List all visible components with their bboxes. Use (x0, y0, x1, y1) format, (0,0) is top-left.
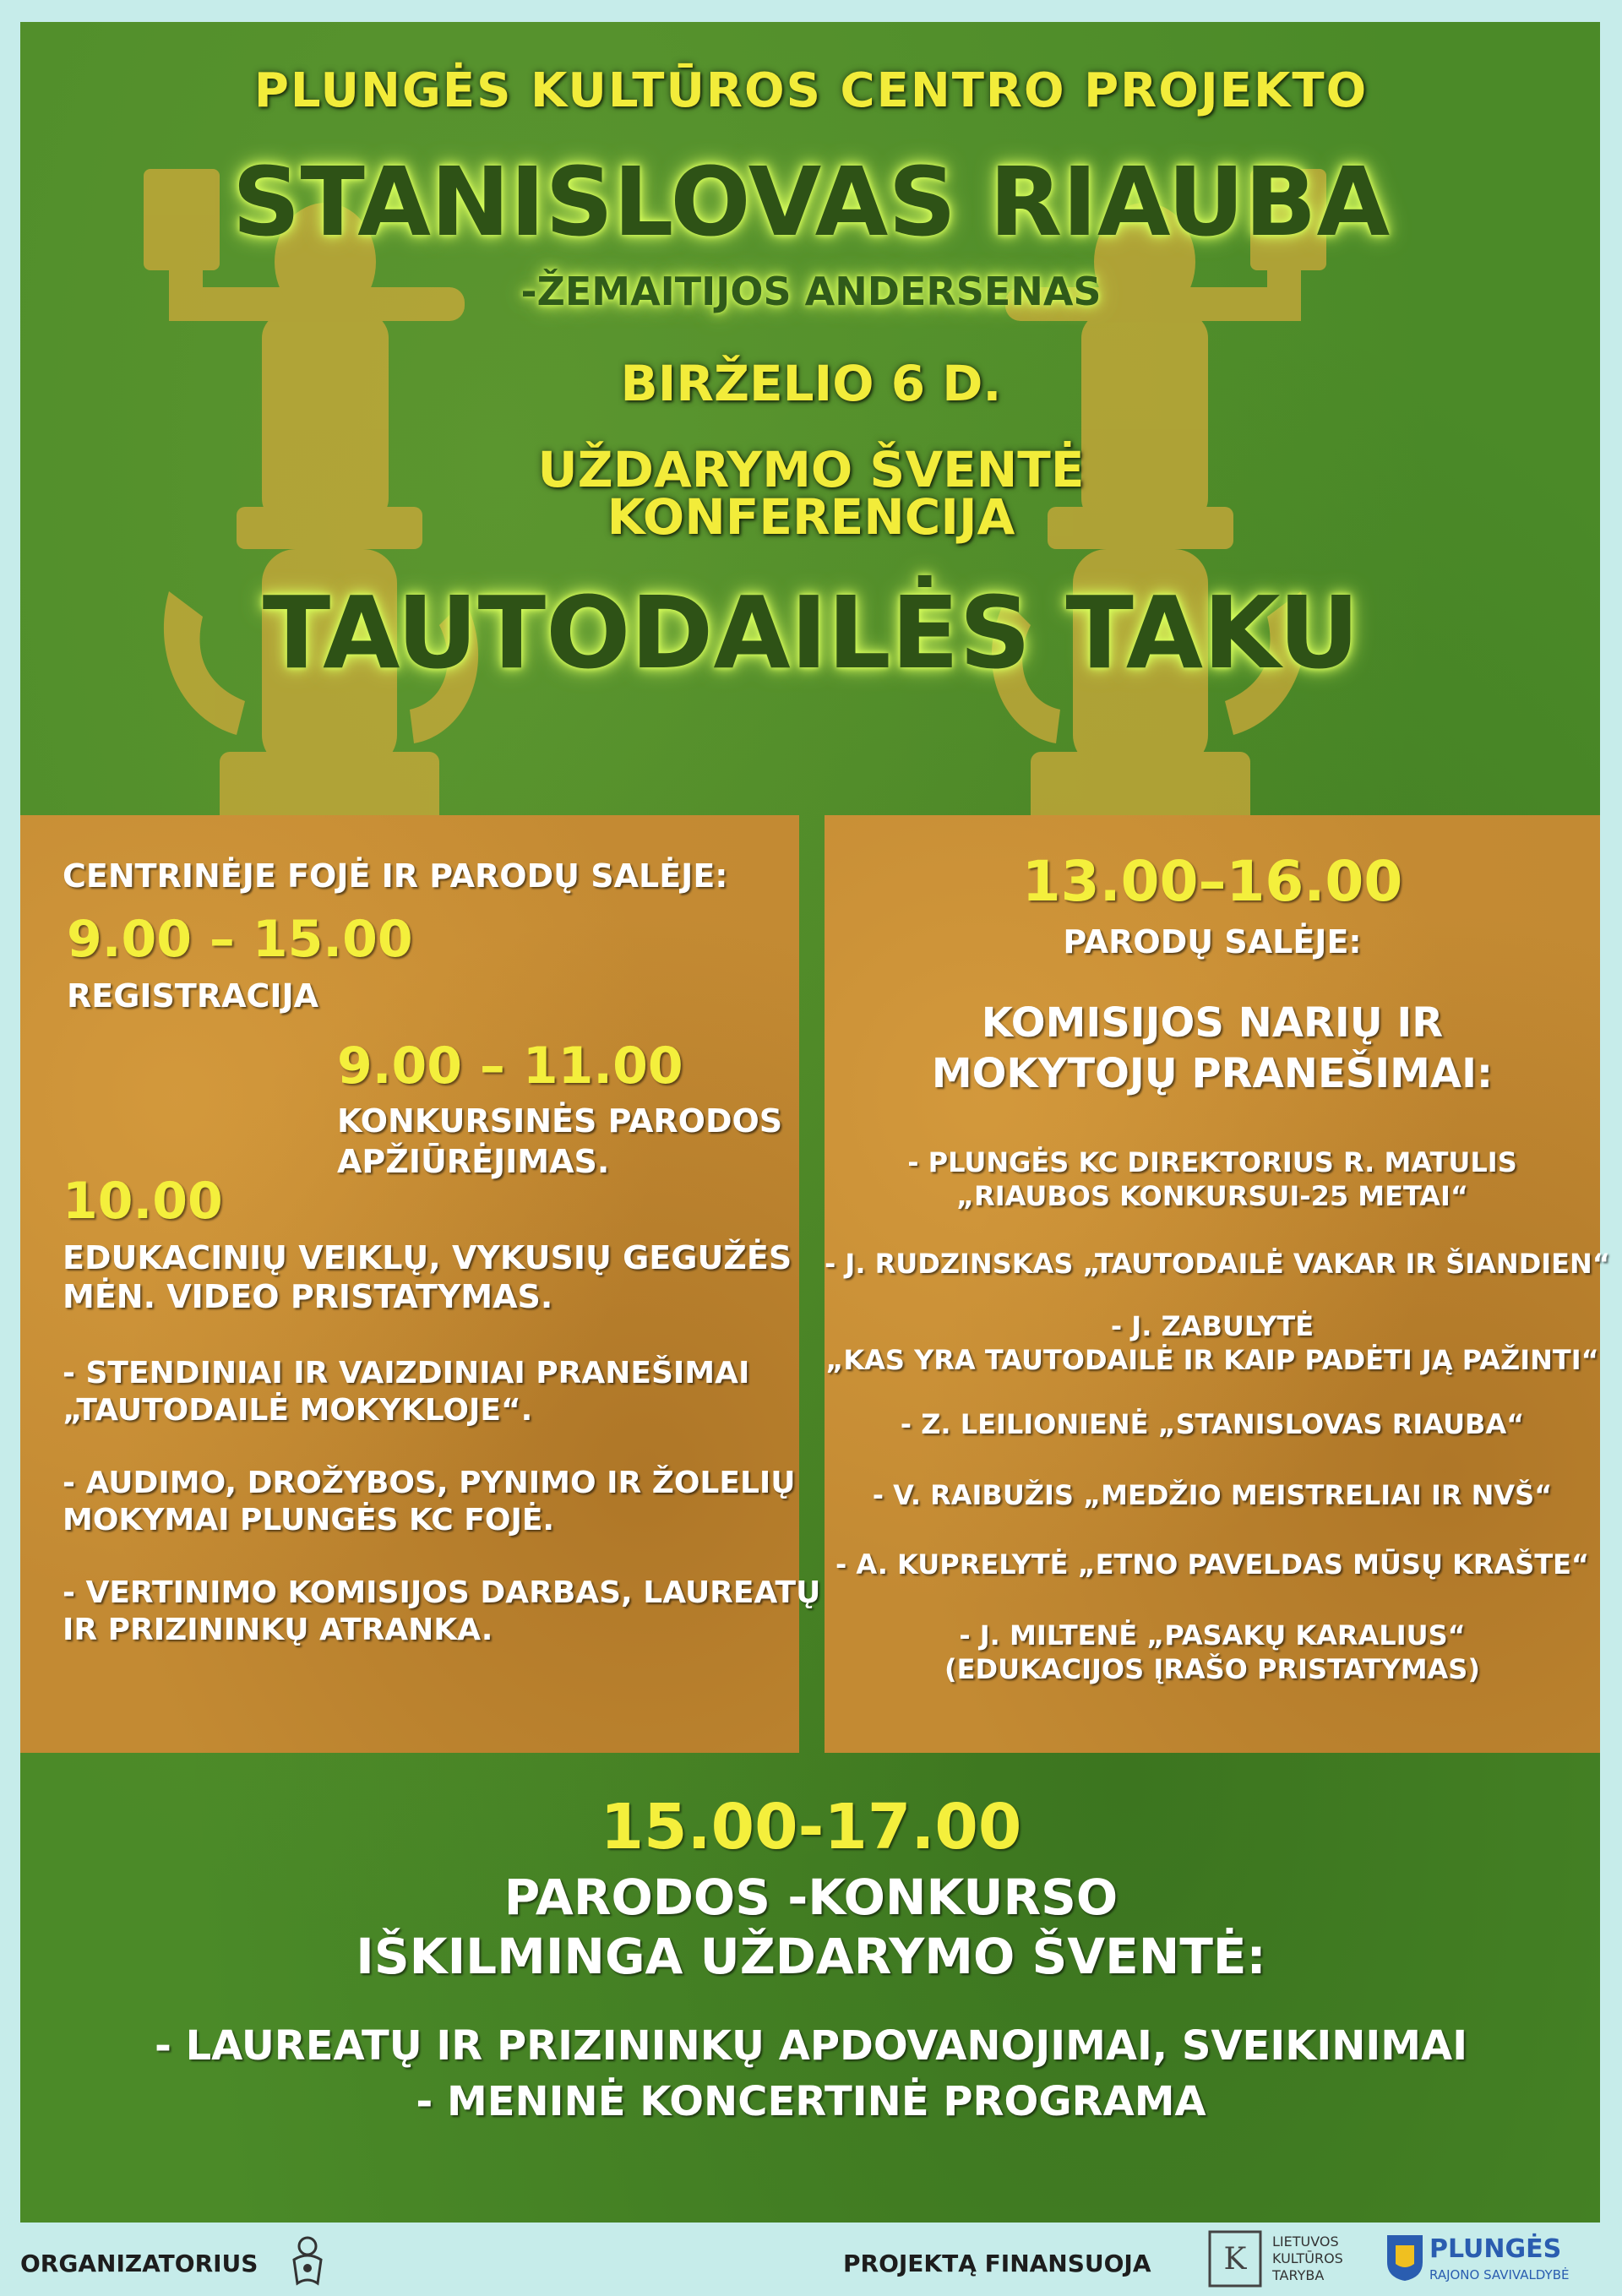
talk-7-line2: (EDUKACIJOS ĮRAŠO PRISTATYMAS) (944, 1653, 1480, 1685)
left-location: CENTRINĖJE FOJĖ IR PARODŲ SALĖJE: (63, 857, 728, 895)
organizer-label: ORGANIZATORIUS (20, 2250, 259, 2277)
bullet-stands-line2: „TAUTODAILĖ MOKYKLOJE“. (63, 1393, 533, 1428)
svg-text:K: K (1223, 2242, 1247, 2277)
organizer-logo-icon (287, 2234, 328, 2287)
bullet-jury-line1: - VERTINIMO KOMISIJOS DARBAS, LAUREATŲ (63, 1575, 821, 1610)
talk-3-line1: - J. ZABULYTĖ (1110, 1310, 1314, 1342)
left-schedule-panel (20, 815, 821, 1753)
presentations-heading-line2: MOKYTOJŲ PRANEŠIMAI: (931, 1050, 1494, 1097)
item-registration: REGISTRACIJA (67, 977, 319, 1015)
item-video-line2: MĖN. VIDEO PRISTATYMAS. (63, 1278, 553, 1315)
bullet-stands-line1: - STENDINIAI IR VAIZDINIAI PRANEŠIMAI (63, 1356, 750, 1390)
item-exhibition-review-line2: APŽIŪRĖJIMAS. (337, 1143, 610, 1180)
event-type-line2: KONFERENCIJA (607, 488, 1015, 546)
talk-5-line1: - V. RAIBUŽIS „MEDŽIO MEISTRELIAI IR NVŠ“ (872, 1479, 1553, 1511)
time-exhibition-review: 9.00 – 11.00 (337, 1036, 683, 1096)
right-schedule-panel (825, 815, 1610, 1753)
time-video: 10.00 (63, 1172, 223, 1231)
talk-3-line2: „KAS YRA TAUTODAILĖ IR KAIP PADĖTI JĄ PAŽINTI“ (825, 1344, 1599, 1376)
funder-label: PROJEKTĄ FINANSUOJA (843, 2250, 1151, 2277)
event-subtitle: -ŽEMAITIJOS ANDERSENAS (520, 269, 1102, 314)
talk-1-line1: - PLUNGĖS KC DIREKTORIUS R. MATULIS (907, 1146, 1517, 1178)
plunge-logo-line1: PLUNGĖS (1429, 2234, 1562, 2264)
talk-1-line2: „RIAUBOS KONKURSUI-25 METAI“ (956, 1180, 1468, 1212)
talk-6-line1: - A. KUPRELYTĖ „ETNO PAVELDAS MŪSŲ KRAŠTE“ (835, 1548, 1590, 1581)
right-location: PARODŲ SALĖJE: (1063, 923, 1362, 960)
item-video-line1: EDUKACINIŲ VEIKLŲ, VYKUSIŲ GEGUŽĖS (63, 1239, 792, 1276)
ltc-logo-icon (1208, 2230, 1262, 2288)
closing-title-line2: IŠKILMINGA UŽDARYMO ŠVENTĖ: (356, 1928, 1266, 1985)
time-presentations: 13.00–16.00 (1021, 849, 1403, 914)
ltc-logo-text (1272, 2233, 1343, 2284)
talk-4-line1: - Z. LEILIONIENĖ „STANISLOVAS RIAUBA“ (900, 1408, 1525, 1440)
talk-7-line1: - J. MILTENĖ „PASAKŲ KARALIUS“ (959, 1619, 1466, 1651)
bullet-workshops-line2: MOKYMAI PLUNGĖS KC FOJĖ. (63, 1503, 555, 1537)
item-exhibition-review-line1: KONKURSINĖS PARODOS (337, 1102, 783, 1140)
event-type-line1: UŽDARYMO ŠVENTĖ (537, 441, 1085, 498)
event-date: BIRŽELIO 6 D. (620, 355, 1002, 412)
event-main-title: TAUTODAILĖS TAKU (262, 574, 1360, 691)
plunge-coat-of-arms-icon (1385, 2233, 1424, 2282)
closing-time: 15.00-17.00 (600, 1791, 1022, 1863)
bullet-workshops-line1: - AUDIMO, DROŽYBOS, PYNIMO IR ŽOLELIŲ (63, 1466, 796, 1500)
closing-title-line1: PARODOS -KONKURSO (503, 1869, 1119, 1926)
plunge-logo-line2: RAJONO SAVIVALDYBĖ (1429, 2267, 1570, 2282)
closing-bullet-concert: - MENINĖ KONCERTINĖ PROGRAMA (416, 2078, 1206, 2125)
ltc-logo-line3: TARYBA (1272, 2267, 1325, 2283)
ltc-logo-line1: LIETUVOS (1272, 2233, 1339, 2250)
event-name-title: STANISLOVAS RIAUBA (231, 148, 1391, 258)
presentations-heading-line1: KOMISIJOS NARIŲ IR (981, 999, 1444, 1047)
ltc-logo-line2: KULTŪROS (1272, 2250, 1343, 2266)
time-registration: 9.00 – 15.00 (67, 910, 413, 969)
closing-bullet-awards: - LAUREATŲ IR PRIZININKŲ APDOVANOJIMAI, SVEIKINIMAI (154, 2022, 1468, 2070)
bullet-jury-line2: IR PRIZININKŲ ATRANKA. (63, 1613, 493, 1647)
talk-2-line1: - J. RUDZINSKAS „TAUTODAILĖ VAKAR IR ŠIANDIEN“ (825, 1248, 1610, 1280)
project-line: PLUNGĖS KULTŪROS CENTRO PROJEKTO (253, 63, 1369, 118)
